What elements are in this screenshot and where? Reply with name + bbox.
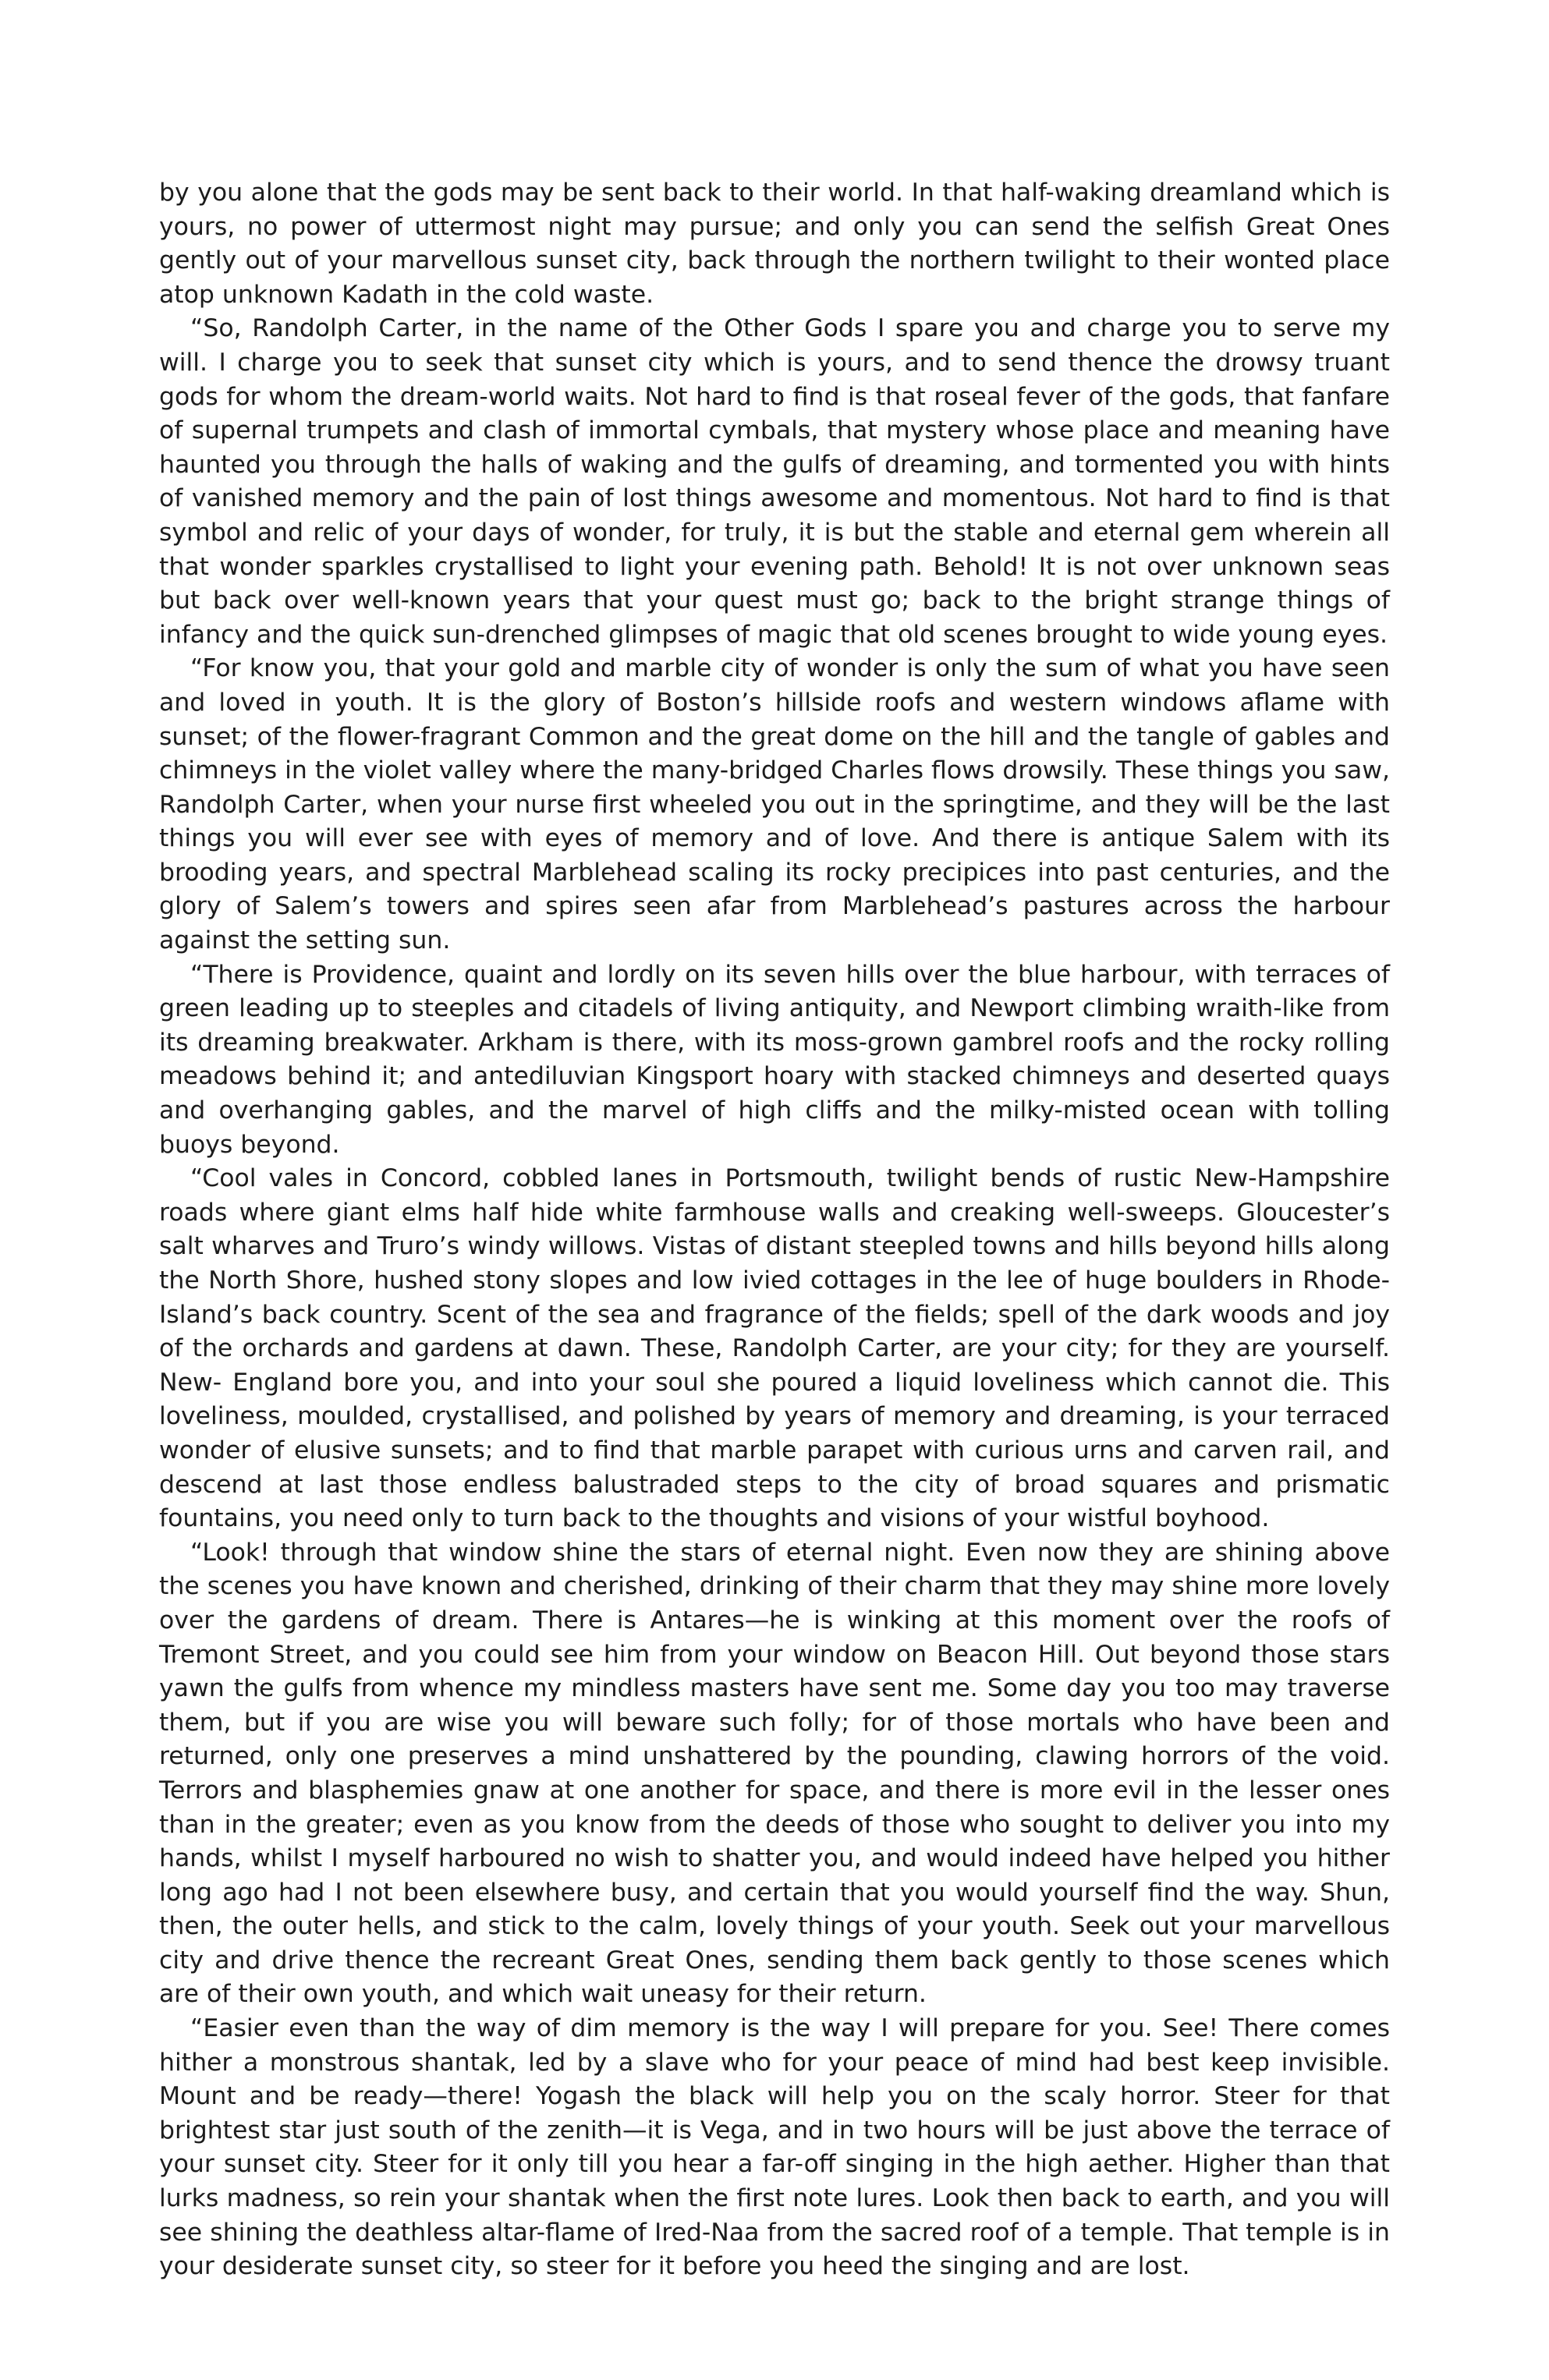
paragraph-continuation: by you alone that the gods may be sent back to their world. In that half-waking dreamland which is yours, no power of uttermost night may pursue; and only you can send the selfish Great Ones gently out of your marvellous sunset city, back through the northern twilight to their wonted place atop unknown Kadath in the cold waste. bbox=[159, 179, 1390, 309]
paragraph-boston: “For know you, that your gold and marble city of wonder is only the sum of what you have seen and loved in youth. It is the glory of Boston’s hillside roofs and western windows aflame with sunset; of the flower-fragrant Common and the great dome on the hill and the tangle of gables and chimneys in the violet valley where the many-bridged Charles flows drowsily. These things you saw, Randolph Carter, when your nurse first wheeled you out in the springtime, and they will be the last things you will ever see with eyes of memory and of love. And there is antique Salem with its brooding years, and spectral Marblehead scaling its rocky precipices into past centuries, and the glory of Salem’s towers and spires seen afar from Marblehead’s pastures across the harbour against the setting sun. bbox=[159, 654, 1390, 955]
paragraph-providence: “There is Providence, quaint and lordly on its seven hills over the blue harbour, with terraces of green leading up to steeples and citadels of living antiquity, and Newport climbing wraith-like from its dreaming breakwater. Arkham is there, with its moss-grown gambrel roofs and the rocky rolling meadows behind it; and antediluvian Kingsport hoary with stacked chimneys and deserted quays and overhanging gables, and the marvel of high cliffs and the milky-misted ocean with tolling buoys beyond. bbox=[159, 960, 1390, 1159]
paragraph-charge: “So, Randolph Carter, in the name of the Other Gods I spare you and charge you to serve my will. I charge you to seek that sunset city which is yours, and to send thence the drowsy truant gods for whom the dream-world waits. Not hard to find is that roseal fever of the gods, that fanfare of supernal trumpets and clash of immortal cymbals, that mystery whose place and meaning have haunted you through the halls of waking and the gulfs of dreaming, and tormented you with hints of vanished memory and the pain of lost things awesome and momentous. Not hard to find is that symbol and relic of your days of wonder, for truly, it is but the stable and eternal gem wherein all that wonder sparkles crystallised to light your evening path. Behold! It is not over unknown seas but back over well-known years that your quest must go; back to the bright strange things of infancy and the quick sun-drenched glimpses of magic that old scenes brought to wide young eyes. bbox=[159, 314, 1390, 649]
paragraph-stars: “Look! through that window shine the stars of eternal night. Even now they are shining above the scenes you have known and cherished, drinking of their charm that they may shine more lovely over the gardens of dream. There is Antares—he is winking at this moment over the roofs of Tremont Street, and you could see him from your window on Beacon Hill. Out beyond those stars yawn the gulfs from whence my mindless masters have sent me. Some day you too may traverse them, but if you are wise you will beware such folly; for of those mortals who have been and returned, only one preserves a mind unshattered by the pounding, clawing horrors of the void. Terrors and blasphemies gnaw at one another for space, and there is more evil in the lesser ones than in the greater; even as you know from the deeds of those who sought to deliver you into my hands, whilst I myself harboured no wish to shatter you, and would indeed have helped you hither long ago had I not been elsewhere busy, and certain that you would yourself find the way. Shun, then, the outer hells, and stick to the calm, lovely things of your youth. Seek out your marvellous city and drive thence the recreant Great Ones, sending them back gently to those scenes which are of their own youth, and which wait uneasy for their return. bbox=[159, 1538, 1390, 2009]
book-page bbox=[159, 176, 1390, 2284]
paragraph-shantak: “Easier even than the way of dim memory is the way I will prepare for you. See! There comes hither a monstrous shantak, led by a slave who for your peace of mind had best keep invisible. Mount and be ready—there! Yogash the black will help you on the scaly horror. Steer for that brightest star just south of the zenith—it is Vega, and in two hours will be just above the terrace of your sunset city. Steer for it only till you hear a far-off singing in the high aether. Higher than that lurks madness, so rein your shantak when the first note lures. Look then back to earth, and you will see shining the deathless altar-flame of Ired-Naa from the sacred roof of a temple. That temple is in your desiderate sunset city, so steer for it before you heed the singing and are lost. bbox=[159, 2014, 1390, 2281]
paragraph-new-england: “Cool vales in Concord, cobbled lanes in Portsmouth, twilight bends of rustic New-Hampshire roads where giant elms half hide white farmhouse walls and creaking well-sweeps. Gloucester’s salt wharves and Truro’s windy willows. Vistas of distant steepled towns and hills beyond hills along the North Shore, hushed stony slopes and low ivied cottages in the lee of huge boulders in Rhode- Island’s back country. Scent of the sea and fragrance of the fields; spell of the dark woods and joy of the orchards and gardens at dawn. These, Randolph Carter, are your city; for they are yourself. New- England bore you, and into your soul she poured a liquid loveliness which cannot die. This loveliness, moulded, crystallised, and polished by years of memory and dreaming, is your terraced wonder of elusive sunsets; and to find that marble parapet with curious urns and carven rail, and descend at last those endless balustraded steps to the city of broad squares and prismatic fountains, you need only to turn back to the thoughts and visions of your wistful boyhood. bbox=[159, 1164, 1390, 1533]
